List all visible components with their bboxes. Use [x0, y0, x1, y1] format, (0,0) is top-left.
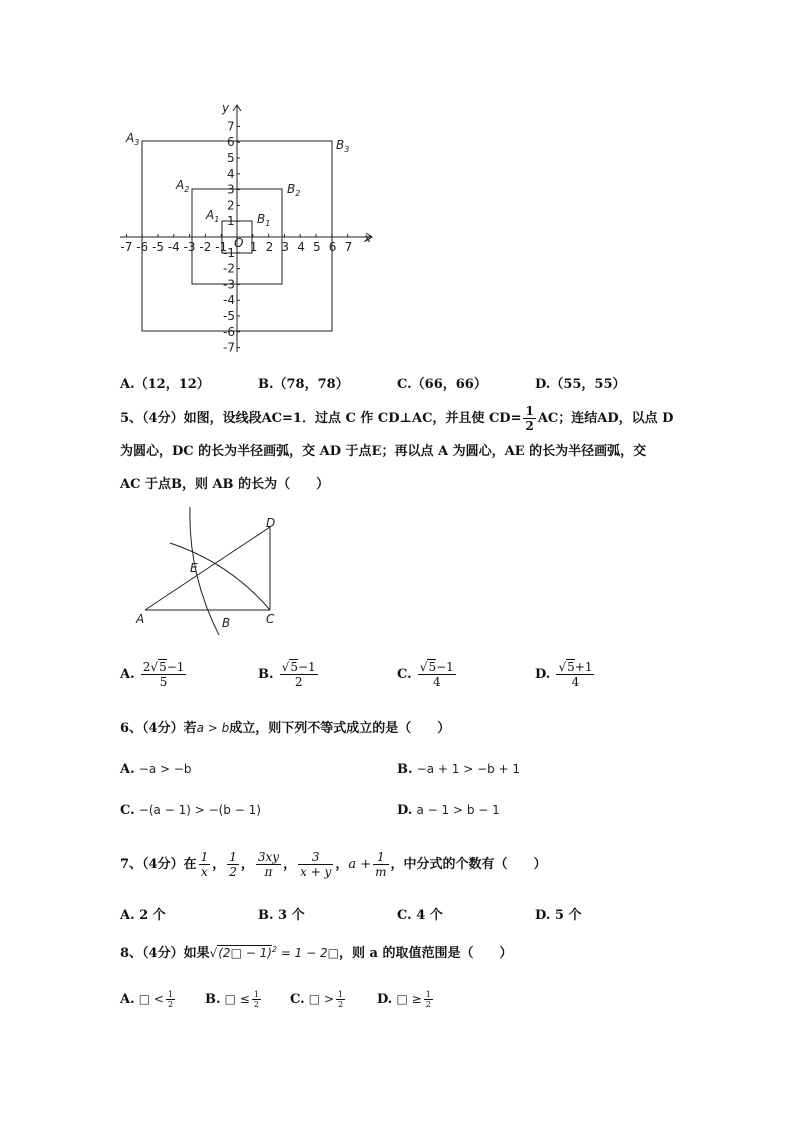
- arc-d: [170, 543, 270, 610]
- q4-option-c[interactable]: C.（66，66）: [397, 377, 487, 392]
- q8-option-d[interactable]: D. □ ≥ $\frac{1}{2}$: [377, 990, 431, 1009]
- x-tick-label: -4: [167, 240, 180, 254]
- q7-option-a[interactable]: A. 2 个: [120, 908, 166, 923]
- q8-option-a[interactable]: A. □ < $\frac{1}{2}$: [120, 990, 174, 1009]
- q7-stem: 7、（4分）在 $\frac{1}{x}$ ， $\frac{1}{2}$ ， $\frac{3xy}{\pi}$ ， $\frac{3}{x + y}$ ，a + $\frac{1}{m}$ ，中分式的个数有（ ）: [120, 850, 547, 879]
- y-tick-label: 4: [227, 166, 235, 181]
- x-axis-label: x: [364, 231, 372, 245]
- q5-figure: [130, 505, 290, 635]
- q6-stem: 6、（4分）若a > b成立，则下列不等式成立的是（ ）: [120, 721, 451, 736]
- y-tick-label: -1: [223, 245, 235, 260]
- x-tick-label: -5: [152, 240, 164, 254]
- x-tick-label: 7: [344, 240, 353, 254]
- y-tick-label: 3: [227, 182, 235, 197]
- q7-option-d[interactable]: D. 5 个: [535, 908, 582, 923]
- q7-option-c[interactable]: C. 4 个: [397, 908, 443, 923]
- q4-option-b[interactable]: B.（78，78）: [258, 377, 349, 392]
- point-b2-label: $B_2$: [287, 182, 301, 198]
- q8-option-b[interactable]: B. □ ≤ $\frac{1}{2}$: [205, 990, 259, 1009]
- q5-label-c: C: [266, 612, 275, 626]
- q5-option-b[interactable]: B. $\frac{√5-1}{2}$: [258, 660, 316, 689]
- y-tick-label: 1: [227, 214, 235, 229]
- q6-option-d[interactable]: D. a − 1 > b − 1: [397, 803, 500, 818]
- q5-label-b: B: [222, 616, 231, 630]
- x-tick-label: 1: [249, 240, 258, 254]
- y-tick-label: 7: [227, 119, 235, 134]
- x-tick-label: -7: [120, 240, 133, 254]
- q8-stem: 8、（4分）如果√(2□ − 1)$^2$ = 1 − 2□，则 a 的取值范围是（ ）: [120, 945, 513, 961]
- q6-option-c[interactable]: C. −(a − 1) > −(b − 1): [120, 803, 261, 818]
- y-tick-label: 2: [227, 198, 235, 213]
- x-tick-label: 3: [281, 240, 290, 254]
- q5-label-e: E: [190, 561, 198, 575]
- x-tick-label: 2: [265, 240, 274, 254]
- y-tick-label: -3: [223, 277, 235, 292]
- y-tick-label: -5: [223, 309, 235, 323]
- q4-option-d[interactable]: D.（55，55）: [535, 377, 626, 392]
- x-tick-label: 6: [328, 240, 337, 254]
- x-tick-label: -1: [215, 240, 228, 254]
- q8-option-c[interactable]: C. □ > $\frac{1}{2}$: [290, 990, 344, 1009]
- x-tick-label: 4: [297, 240, 305, 254]
- segment-ad: [145, 527, 270, 610]
- x-tick-label: 5: [313, 240, 321, 254]
- coordinate-figure: [110, 100, 380, 360]
- q5-label-a: A: [136, 612, 145, 626]
- q5-option-c[interactable]: C. $\frac{√5-1}{4}$: [397, 660, 454, 689]
- q5-option-a[interactable]: A. $\frac{2√5-1}{5}$: [120, 660, 185, 689]
- x-tick-label: -6: [136, 240, 149, 254]
- q4-option-a[interactable]: A.（12，12）: [120, 377, 210, 392]
- q6-option-a[interactable]: A. −a > −b: [120, 762, 192, 777]
- q6-option-b[interactable]: B. −a + 1 > −b + 1: [397, 762, 521, 777]
- q5-stem: 5、（4分）如图，设线段AC=1．过点 C 作 CD⊥AC，并且使 CD= $\frac{1}{2}$ AC；连结AD，以点 D 为圆心，DC 的长为半径画弧，交 AD 于点E；再以点 A 为圆心，AE 的长为半径画弧，交 AC 于点B，则 AB 的长为（ ）: [120, 404, 674, 492]
- x-tick-label: -3: [183, 240, 196, 254]
- x-tick-label: -2: [199, 240, 212, 254]
- y-axis-label: y: [222, 101, 230, 115]
- point-a2-label: $A_2$: [176, 178, 190, 194]
- y-tick-label: 6: [227, 135, 235, 150]
- origin-label: O: [234, 236, 244, 250]
- y-tick-label: -2: [223, 261, 235, 276]
- point-b1-label: $B_1$: [257, 212, 271, 228]
- y-tick-label: -7: [223, 340, 235, 355]
- point-a3-label: $A_3$: [126, 131, 140, 147]
- q5-label-d: D: [266, 516, 276, 530]
- y-tick-label: -4: [223, 293, 235, 308]
- point-b3-label: $B_3$: [336, 138, 350, 154]
- y-tick-label: 5: [227, 151, 235, 165]
- point-a1-label: $A_1$: [206, 208, 220, 224]
- y-tick-label: -6: [223, 324, 235, 339]
- q5-option-d[interactable]: D. $\frac{√5+1}{4}$: [535, 660, 593, 689]
- q7-option-b[interactable]: B. 3 个: [258, 908, 305, 923]
